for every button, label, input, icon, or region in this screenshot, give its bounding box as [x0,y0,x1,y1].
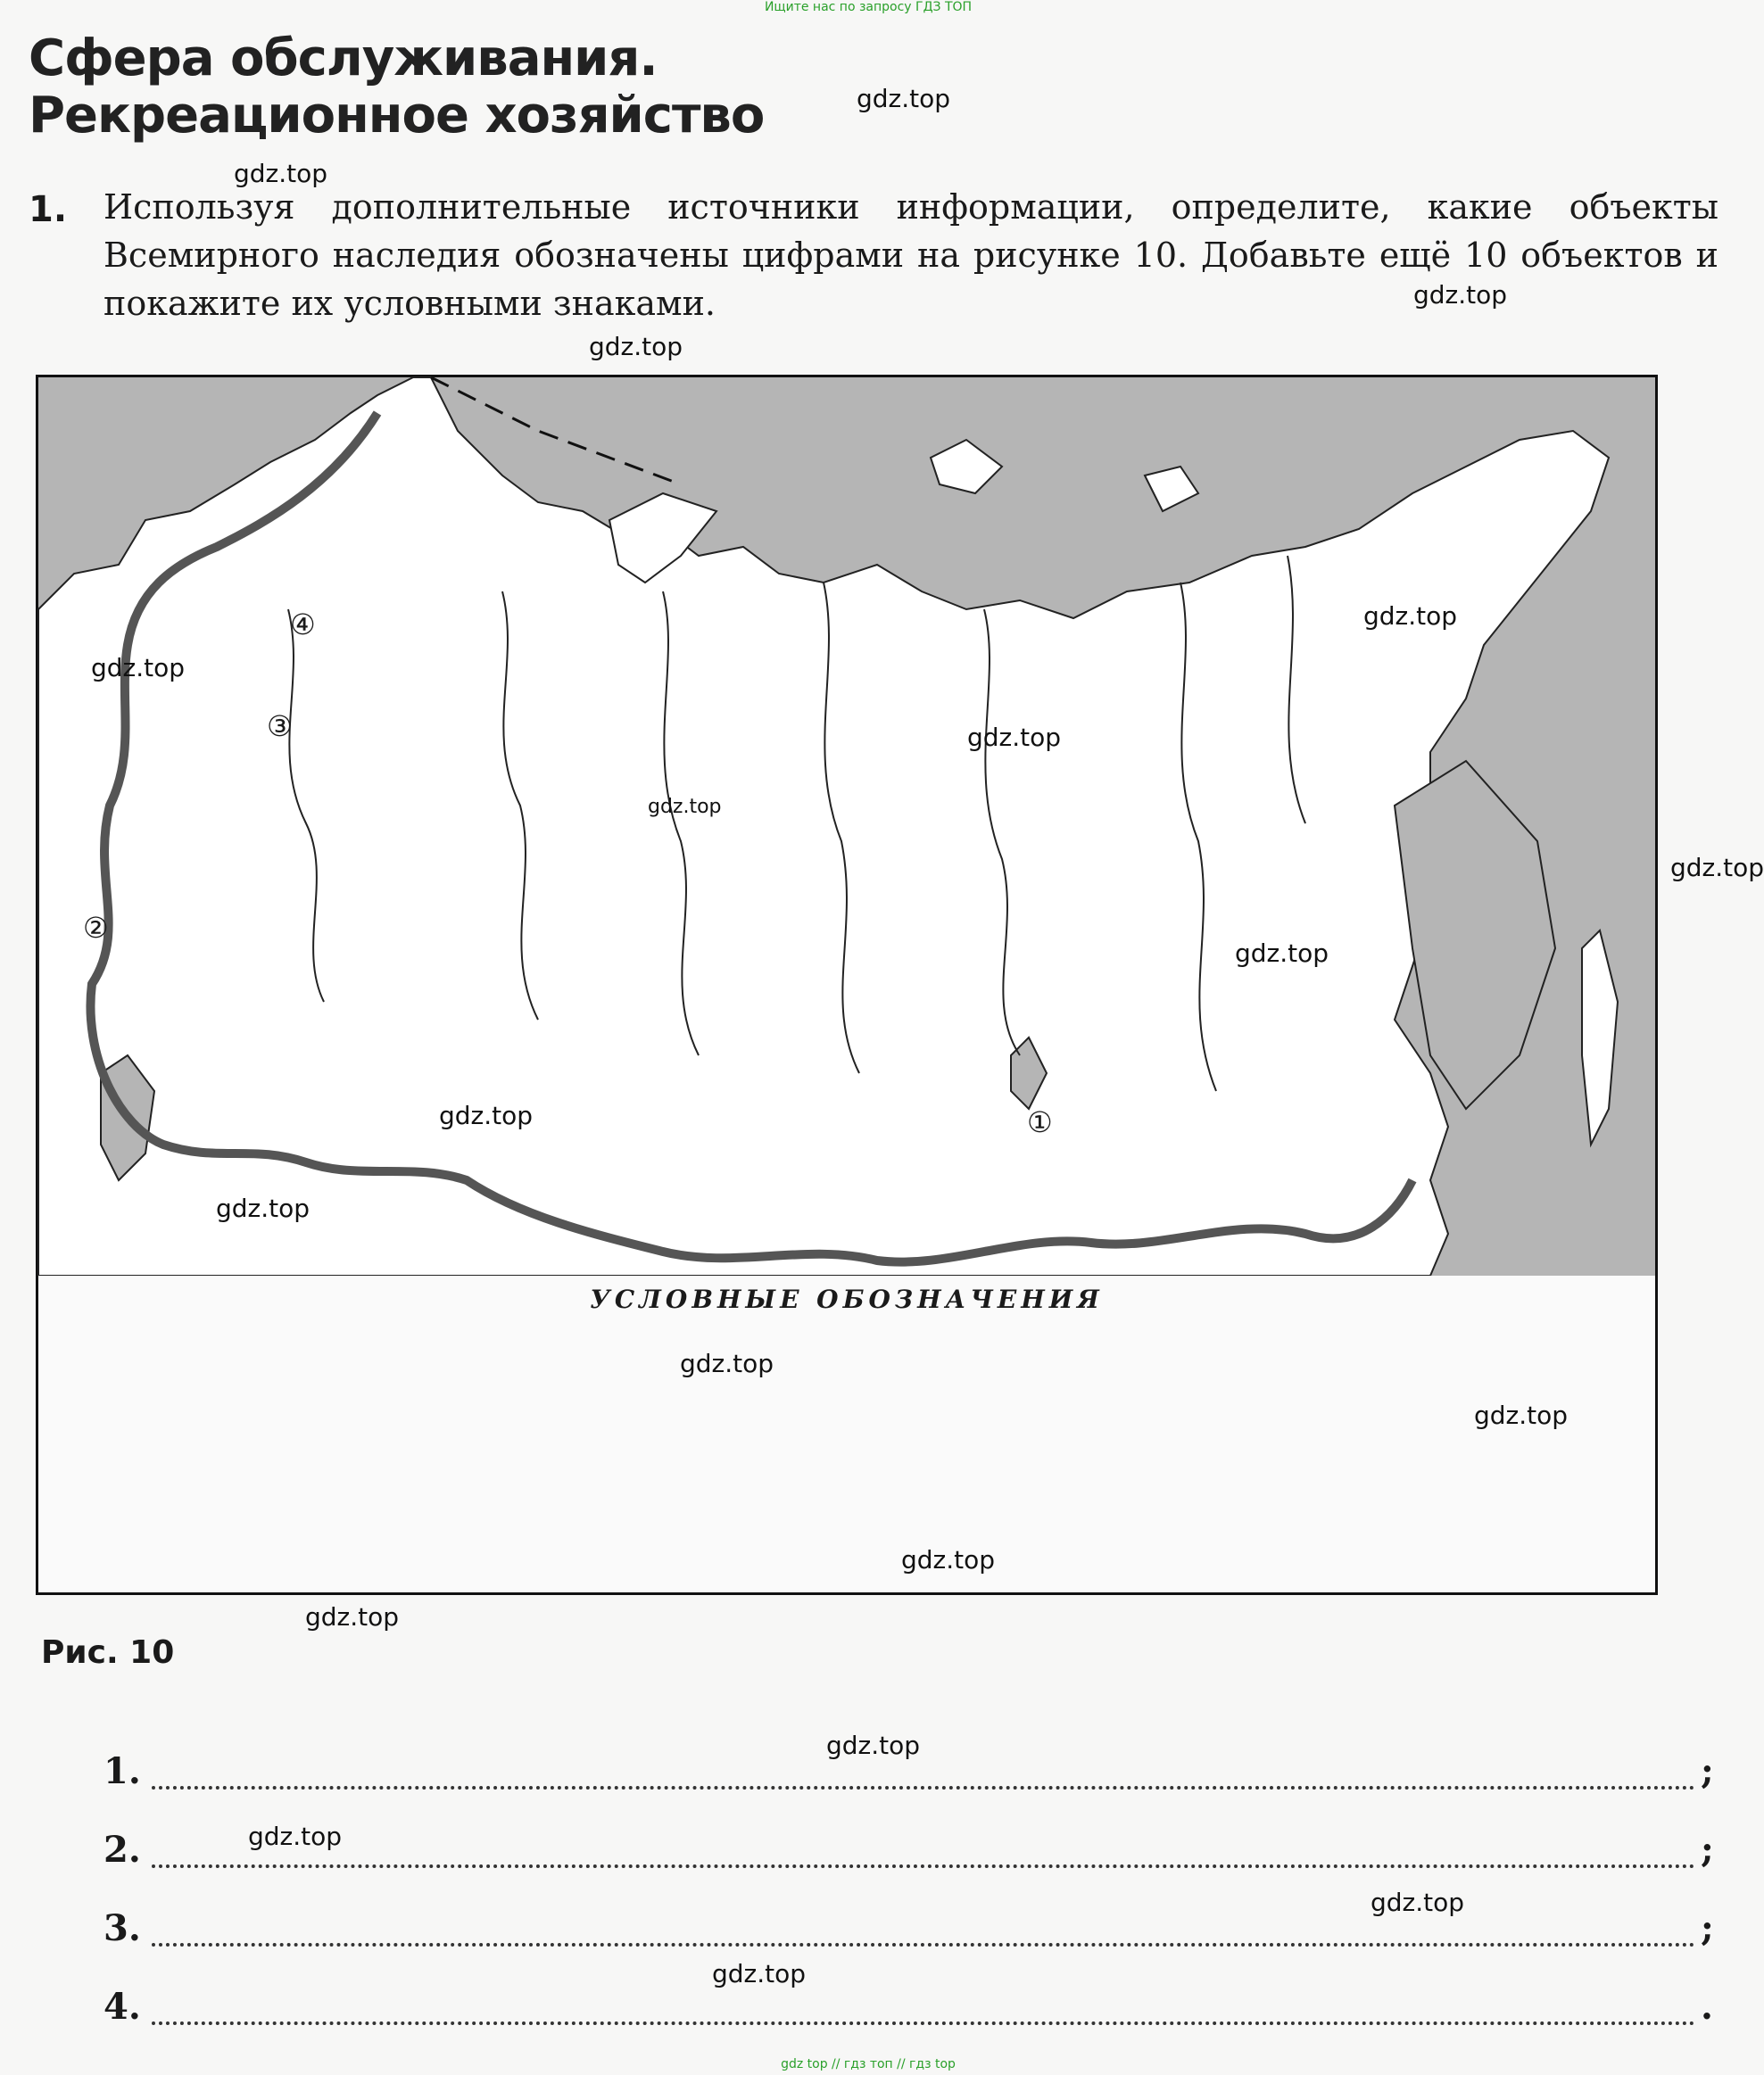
map-drawing [38,377,1655,1276]
marker-4: ④ [290,608,316,641]
marker-2: ② [83,911,109,945]
task-number: 1. [29,189,68,230]
watermark: gdz.top [1413,280,1508,310]
legend-title: УСЛОВНЫЕ ОБОЗНАЧЕНИЯ [590,1285,1104,1314]
watermark: gdz.top [1474,1401,1569,1430]
watermark: gdz.top [234,159,328,188]
watermark: gdz.top [680,1349,774,1378]
answer-line-3[interactable] [152,1941,1695,1947]
answer-number-1: 1. [104,1750,141,1792]
watermark: gdz.top [91,653,186,682]
watermark: gdz.top [901,1545,996,1575]
watermark: gdz.top [1670,853,1764,882]
answer-end-2: ; [1701,1829,1714,1871]
bottom-banner: gdz top // гдз топ // гдз top [781,2057,956,2071]
watermark: gdz.top [967,723,1062,752]
watermark: gdz.top [216,1194,311,1223]
figure-caption: Рис. 10 [41,1634,175,1671]
answer-end-3: ; [1701,1907,1714,1949]
answer-number-2: 2. [104,1829,141,1871]
watermark: gdz.top [439,1101,534,1130]
watermark: gdz.top [1235,938,1329,968]
task-text: Используя дополнительные источники информации, определите, какие объекты Всемирного наследия обозначены цифрами на рисунке 10. Добавьте ещё 10 объектов и покажите их условными знаками. [104,187,1718,323]
answer-line-2[interactable] [152,1863,1695,1868]
watermark: gdz.top [1371,1888,1465,1917]
top-banner: Ищите нас по запросу ГДЗ ТОП [764,0,973,14]
title-line-2: Рекреационное хозяйство [29,87,765,145]
title-line-1: Сфера обслуживания. [29,29,658,87]
page-title [29,30,764,145]
marker-3: ③ [267,709,293,743]
watermark: gdz.top [648,796,722,818]
marker-1: ① [1027,1105,1053,1139]
answer-line-1[interactable] [152,1784,1695,1790]
watermark: gdz.top [305,1602,400,1632]
watermark: gdz.top [712,1959,807,1988]
russia-map [36,375,1658,1276]
watermark: gdz.top [1363,601,1458,631]
map-legend [36,1276,1658,1595]
watermark: gdz.top [857,84,951,113]
answer-number-3: 3. [104,1907,141,1949]
answer-line-4[interactable] [152,2020,1695,2025]
watermark: gdz.top [826,1731,921,1760]
watermark: gdz.top [248,1822,343,1851]
answer-end-1: ; [1701,1750,1714,1792]
answer-end-4: . [1701,1986,1713,2028]
answer-number-4: 4. [104,1986,141,2028]
watermark: gdz.top [589,332,683,361]
